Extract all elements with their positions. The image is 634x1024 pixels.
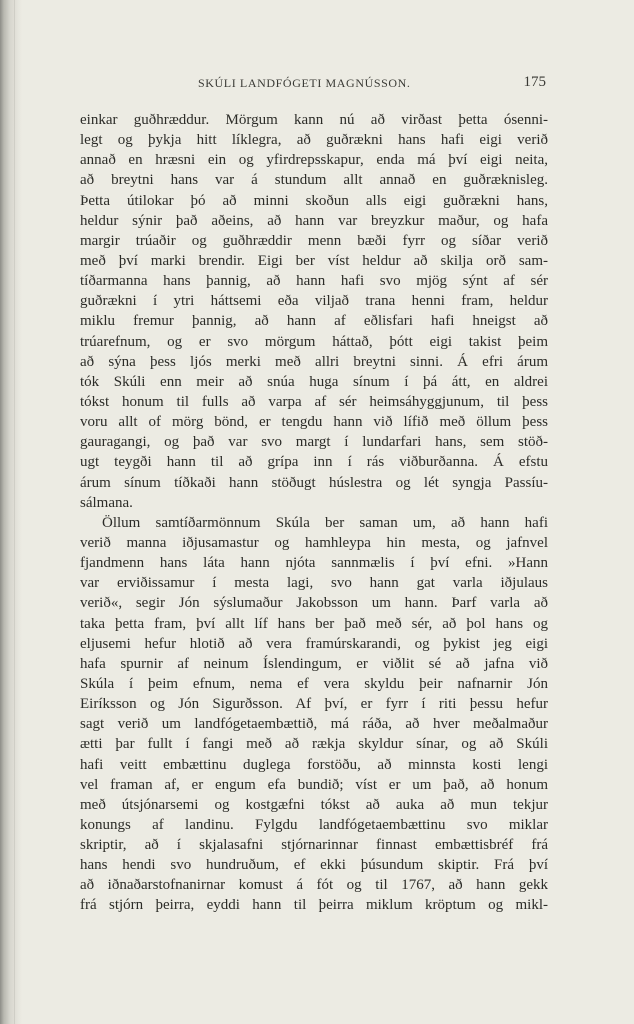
- running-head: SKÚLI LANDFÓGETI MAGNÚSSON.: [198, 76, 411, 90]
- text-line: var erviðissamur í mesta lagi, svo hann gat varla iðjulaus: [80, 575, 548, 592]
- text-line: konungs af landinu. Fylgdu landfógetaembættinu svo miklar: [80, 816, 548, 833]
- text-line: heldur sýnir það aðeins, að hann var breyzkur maður, og hafa: [80, 212, 548, 229]
- paragraph-2: [80, 513, 548, 916]
- text-line: einkar guðhræddur. Mörgum kann nú að virðast þetta ósenni-: [80, 112, 548, 128]
- text-line: Þetta útilokar þó að minni skoðun alls eigi guðrækni hans,: [80, 192, 548, 209]
- text-line: sagt verið um landfógetaembættið, má ráða, að hver meðalmaður: [80, 716, 548, 733]
- text-line: sálmana.: [80, 494, 133, 511]
- text-line: tók Skúli enn meir að snúa huga sínum í þá átt, en aldrei: [80, 373, 548, 390]
- text-line: tókst honum til fulls að varpa af sér heimsáhyggjunum, til þess: [80, 393, 548, 410]
- text-line: legt og þykja hitt líklegra, að guðrækni hans hafi eigi verið: [80, 132, 548, 149]
- text-line: skriptir, að í skjalasafni stjórnarinnar finnast embættisbréf frá: [80, 837, 548, 854]
- text-line: vel framan af, er engum efa bundið; víst er um það, að honum: [80, 776, 548, 793]
- text-line: Skúla í þeim efnum, nema ef vera skyldu þeir nafnarnir Jón: [80, 675, 548, 692]
- text-line: trúarefnum, og er svo mörgum háttað, þótt eigi takist þeim: [80, 333, 548, 350]
- text-line: margir trúaðir og guðhræddir menn bæði fyrr og síðar verið: [80, 232, 548, 249]
- text-line: Öllum samtíðarmönnum Skúla ber saman um, að hann hafi: [102, 514, 548, 531]
- page-header: [62, 74, 546, 94]
- text-line: tíðarmanna hans þannig, að hann hafi svo mjög sýnt af sér: [80, 273, 548, 290]
- text-line: hafa spurnir af neinum Íslendingum, er viðlit sé að jafna við: [80, 655, 548, 672]
- text-line: guðrækni í ytri háttsemi eða viljað trana henni fram, heldur: [80, 293, 548, 310]
- text-line: taka þetta fram, því allt líf hans ber það með sér, að þol hans og: [80, 615, 548, 632]
- text-line: að breytni hans var á stundum allt annað en guðræknisleg.: [80, 172, 548, 189]
- text-line: ugt teygði hann til að grípa inn í rás viðburðanna. Á efstu: [80, 454, 548, 471]
- text-line: með útsjónarsemi og kostgæfni tókst að auka að mun tekjur: [80, 796, 548, 813]
- text-line: verið«, segir Jón sýslumaður Jakobsson um hann. Þarf varla að: [80, 595, 548, 612]
- text-line: að sýna þess ljós merki með allri breytni sinni. Á efri árum: [80, 353, 548, 370]
- text-line: frá stjórn þeirra, eyddi hann til þeirra miklum kröptum og mikl-: [80, 897, 548, 914]
- text-line: voru allt of mörg bönd, er tengdu hann við lífið með öllum þess: [80, 414, 548, 431]
- paragraph-1: [80, 110, 548, 513]
- text-line: með því marki brendir. Eigi ber víst heldur að skilja orð sam-: [80, 252, 548, 269]
- text-line: verið manna iðjusamastur og hamhleypa hin mesta, og jafnvel: [80, 534, 548, 551]
- text-line: árum sínum tíðkaði hann stöðugt húslestra og lét syngja Passíu-: [80, 474, 548, 491]
- text-line: fjandmenn hans láta hann njóta sannmælis í því efni. »Hann: [80, 555, 548, 572]
- text-line: hafi veitt embættinu duglega forstöðu, að minnsta kosti lengi: [80, 756, 548, 773]
- text-line: Eiríksson og Jón Sigurðsson. Af því, er fyrr í riti þessu hefur: [80, 696, 548, 713]
- page-gutter-shadow: [0, 0, 22, 1024]
- body-text: [80, 110, 548, 916]
- text-line: annað en hræsni ein og yfirdrepsskapur, enda má því eigi neita,: [80, 152, 548, 169]
- text-line: hans hendi svo hundruðum, ef ekki þúsundum skiptir. Frá því: [80, 857, 548, 874]
- page-number: 175: [523, 74, 546, 90]
- text-line: eljusemi hefur hlotið að vera framúrskarandi, og þykist jeg eigi: [80, 635, 548, 652]
- text-line: gauragangi, og það var svo margt í lundarfari hans, sem stöð-: [80, 434, 548, 451]
- text-line: ætti þar fullt í fangi með að rækja skyldur sínar, og að Skúli: [80, 736, 548, 753]
- text-line: miklu fremur þannig, að hann af eðlisfari hafi hneigst að: [80, 313, 548, 330]
- text-line: að iðnaðarstofnanirnar komust á fót og til 1767, að hann gekk: [80, 877, 548, 894]
- page-gutter-line: [14, 0, 15, 1024]
